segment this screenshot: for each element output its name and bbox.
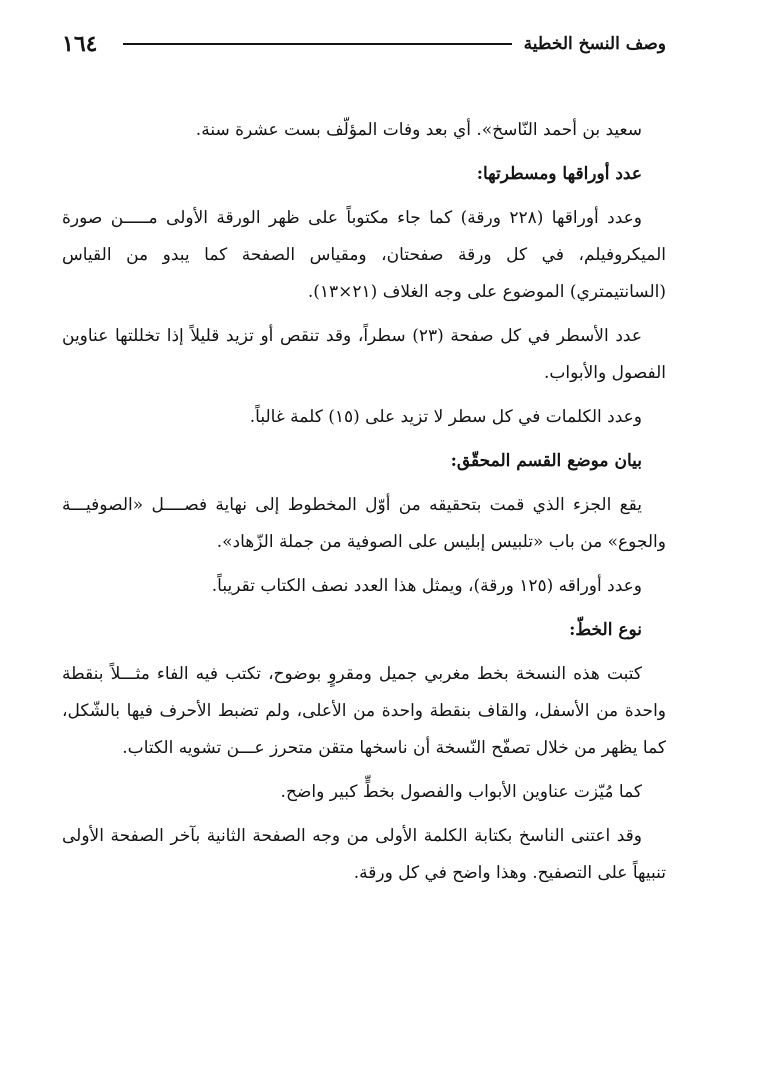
page-number: ١٦٤ <box>62 31 98 57</box>
paragraph-leaf-count: وعدد أوراقها (٢٢٨ ورقة) كما جاء مكتوباً على ظهر الورقة الأولى مـــــن صورة الميكروفيلم، في كل ورقة صفحتان، ومقياس الصفحة كما يبدو من القياس (السانتيمتري) الموضوع على وجه الغلاف (٢١×١٣). <box>62 208 666 302</box>
running-title: وصف النسخ الخطية <box>523 34 666 54</box>
paragraph-catchwords: وقد اعتنى الناسخ بكتابة الكلمة الأولى من وجه الصفحة الثانية بآخر الصفحة الأولى تنبيهاً على التصفيح. وهذا واضح في كل ورقة. <box>62 826 666 883</box>
paragraph-headings-style: كما مُيّزت عناوين الأبواب والفصول بخطٍّ كبير واضح. <box>280 782 642 802</box>
paragraph-script-description: كتبت هذه النسخة بخط مغربي جميل ومقروٍ بوضوح، تكتب فيه الفاء مثـــلاً بنقطة واحدة من الأسفل، والقاف بنقطة واحدة من الأعلى، ولم تضبط الأحرف فيها بالشّكل، كما يظهر من خلال تصفّح النّسخة أن ناسخها متقن متحرز عـــن تشويه الكتاب. <box>62 664 666 758</box>
page-header <box>62 30 666 58</box>
body-text <box>62 112 666 899</box>
paragraph-word-count: وعدد الكلمات في كل سطر لا تزيد على (١٥) كلمة غالباً. <box>249 407 642 427</box>
section-heading-leaf-count: عدد أوراقها ومسطرتها: <box>476 164 642 184</box>
paragraph-edited-part: يقع الجزء الذي قمت بتحقيقه من أوّل المخطوط إلى نهاية فصــــل «الصوفيـــة والجوع» من باب «تلبيس إبليس على الصوفية من جملة الزّهاد». <box>62 495 666 552</box>
paragraph-line-count: عدد الأسطر في كل صفحة (٢٣) سطراً، وقد تنقص أو تزيد قليلاً إذا تخللتها عناوين الفصول والأبواب. <box>62 326 666 383</box>
paragraph-edited-leaves: وعدد أوراقه (١٢٥ ورقة)، ويمثل هذا العدد نصف الكتاب تقريباً. <box>211 576 642 596</box>
section-heading-script-type: نوع الخطّ: <box>569 620 642 640</box>
section-heading-edited-part: بيان موضع القسم المحقّق: <box>450 451 642 471</box>
header-rule <box>123 43 511 45</box>
paragraph-colophon-date: سعيد بن أحمد النّاسخ». أي بعد وفات المؤلّف بست عشرة سنة. <box>195 120 642 140</box>
